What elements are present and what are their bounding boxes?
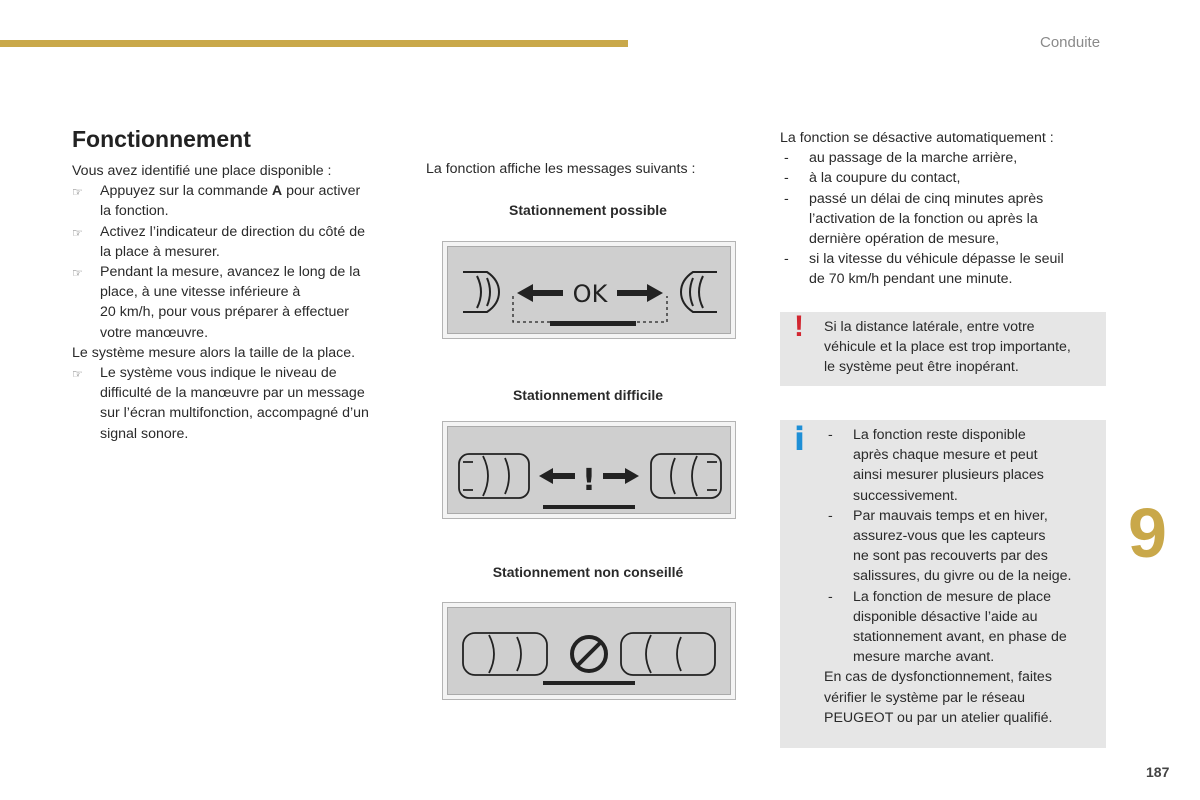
column-1 [72, 161, 402, 444]
section-title: Conduite [1040, 34, 1101, 51]
info-icon: i [794, 420, 805, 458]
car-left-icon [459, 454, 529, 498]
instruction-item: ☞ Activez l’indicateur de direction du côté de la place à mesurer. [72, 223, 365, 260]
chapter-number: 9 [1128, 494, 1167, 572]
page-number: 187 [1146, 764, 1170, 780]
pointing-hand-icon: ☞ [72, 225, 83, 240]
command-letter: A [271, 183, 283, 200]
exclamation-text: ! [582, 463, 596, 498]
info-list-item: - La fonction reste disponible après chaque mesure et peut ainsi mesurer plusieurs places successivement. [828, 427, 1044, 504]
warning-icon: ! [794, 310, 804, 343]
list-item: - à la coupure du contact, [784, 170, 961, 187]
header-gold-bar [0, 40, 628, 47]
instruction-item: ☞ Le système vous indique le niveau de difficulté de la manœuvre par un message sur l’écran multifonction, accompagné d’un signal sonore. [72, 365, 369, 442]
warning-box: ! Si la distance latérale, entre votre véhicule et la place est trop importante, le système peut être inopérant. [780, 312, 1106, 386]
caption-possible: Stationnement possible [509, 202, 667, 218]
deactivation-intro: La fonction se désactive automatiquement : [780, 130, 1054, 146]
parking-possible-illustration [443, 242, 737, 340]
pointing-hand-icon: ☞ [72, 367, 83, 382]
middle-text: Le système mesure alors la taille de la place. [72, 344, 356, 361]
info-list-item: - Par mauvais temps et en hiver, assurez-vous que les capteurs ne sont pas recouverts par des salissures, du givre ou de la neige. [828, 507, 1072, 585]
screen-parking-possible [442, 241, 736, 339]
list-item: - si la vitesse du véhicule dépasse le seuil de 70 km/h pendant une minute. [784, 251, 1064, 288]
car-right-icon [621, 633, 715, 675]
info-list-item: - La fonction de mesure de place disponible désactive l’aide au stationnement avant, en phase de mesure marche avant. [828, 588, 1067, 666]
car-right-icon [651, 454, 721, 498]
parking-difficult-illustration [443, 422, 737, 520]
measure-bar [543, 681, 635, 685]
list-item: - passé un délai de cinq minutes après l’activation de la fonction ou après la dernière opération de mesure, [784, 190, 1044, 248]
measure-bar [543, 505, 635, 509]
no-entry-icon [572, 637, 606, 671]
section-heading: Fonctionnement [72, 126, 251, 152]
pointing-hand-icon: ☞ [72, 185, 83, 200]
info-box [780, 420, 1106, 748]
screen-parking-not-advised [442, 602, 736, 700]
info-outro: En cas de dysfonctionnement, faites vérifier le système par le réseau PEUGEOT ou par un atelier qualifié. [824, 669, 1053, 726]
column-3 [780, 128, 1110, 290]
intro-text: Vous avez identifié une place disponible : [72, 163, 332, 179]
measure-bar [550, 321, 636, 326]
column-2-intro: La fonction affiche les messages suivants : [426, 161, 696, 177]
car-left-icon [463, 633, 547, 675]
instruction-item: ☞ Appuyez sur la commande A pour activer la fonction. [72, 183, 361, 220]
pointing-hand-icon: ☞ [72, 266, 83, 281]
screen-parking-difficult [442, 421, 736, 519]
ok-text: OK [572, 280, 608, 308]
caption-difficult: Stationnement difficile [512, 387, 664, 403]
caption-not-advised: Stationnement non conseillé [492, 564, 684, 580]
instruction-item: ☞ Pendant la mesure, avancez le long de la place, à une vitesse inférieure à 20 km/h, pour vous préparer à effectuer votre manœuvre. [72, 264, 361, 341]
parking-not-advised-illustration [443, 603, 737, 701]
list-item: - au passage de la marche arrière, [784, 150, 1018, 167]
